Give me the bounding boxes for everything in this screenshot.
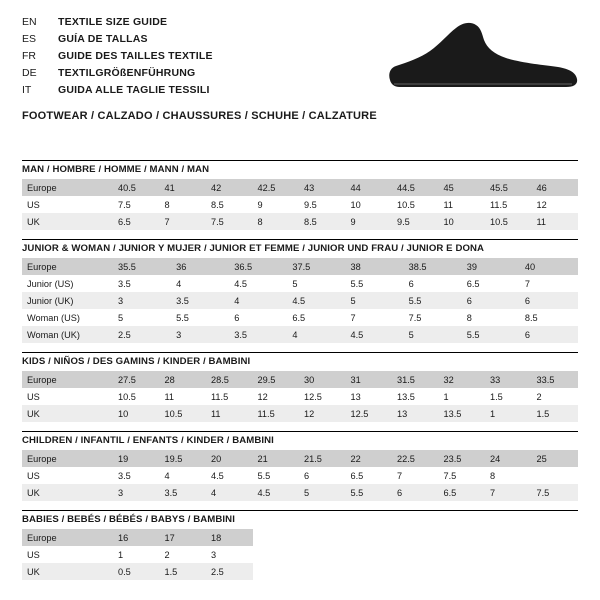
cell: 8 bbox=[253, 213, 300, 230]
table-row bbox=[22, 405, 578, 422]
cell: 11.5 bbox=[490, 199, 508, 210]
row-label: UK bbox=[22, 563, 113, 580]
cell: 7.5 bbox=[408, 312, 422, 323]
cell: 41 bbox=[160, 179, 207, 196]
cell: 5.5 bbox=[462, 326, 520, 343]
cell: 31.5 bbox=[392, 371, 439, 388]
cell: 22 bbox=[346, 450, 393, 467]
row-label: Junior (US) bbox=[27, 278, 74, 289]
table-row bbox=[22, 179, 578, 196]
cell bbox=[532, 529, 579, 546]
cell: 11 bbox=[443, 199, 454, 210]
cell: 9.5 bbox=[304, 199, 317, 210]
cell: 6 bbox=[520, 292, 578, 309]
cell bbox=[253, 529, 300, 546]
row-label: US bbox=[27, 549, 40, 560]
cell: 40 bbox=[520, 258, 578, 275]
cell: 6 bbox=[408, 278, 414, 289]
table-row bbox=[22, 326, 578, 343]
cell: 3.5 bbox=[160, 484, 207, 501]
language-title: TEXTILGRÖßENFÜHRUNG bbox=[58, 67, 196, 79]
language-code: ES bbox=[22, 33, 37, 45]
cell: 4 bbox=[287, 326, 345, 343]
cell: 10.5 bbox=[118, 391, 136, 402]
cell: 8.5 bbox=[211, 199, 224, 210]
cell: 6 bbox=[392, 484, 439, 501]
cell: 6 bbox=[234, 312, 240, 323]
cell: 33.5 bbox=[532, 371, 579, 388]
cell: 6 bbox=[520, 326, 578, 343]
cell: 17 bbox=[160, 529, 207, 546]
row-label: UK bbox=[22, 484, 113, 501]
cell: 13.5 bbox=[397, 391, 415, 402]
cell: 16 bbox=[113, 529, 160, 546]
cell: 6 bbox=[462, 292, 520, 309]
row-label: US bbox=[27, 391, 40, 402]
language-title: GUÍA DE TALLAS bbox=[58, 33, 148, 45]
cell: 13 bbox=[392, 405, 439, 422]
language-row bbox=[22, 65, 372, 81]
cell: 1.5 bbox=[532, 405, 579, 422]
cell: 5.5 bbox=[257, 470, 271, 481]
cell bbox=[299, 529, 346, 546]
cell: 28.5 bbox=[206, 371, 253, 388]
cell: 5 bbox=[346, 292, 404, 309]
cell: 42.5 bbox=[253, 179, 300, 196]
cell: 4 bbox=[176, 278, 182, 289]
cell: 3.5 bbox=[118, 278, 131, 289]
cell: 21 bbox=[253, 450, 300, 467]
row-label: Europe bbox=[22, 258, 113, 275]
table-row bbox=[22, 275, 578, 292]
cell: 36 bbox=[171, 258, 229, 275]
cell: 4 bbox=[229, 292, 287, 309]
cell: 12.5 bbox=[346, 405, 393, 422]
table bbox=[22, 179, 578, 230]
cell: 25 bbox=[532, 450, 579, 467]
cell: 8 bbox=[466, 312, 472, 323]
table-title: JUNIOR & WOMAN / JUNIOR Y MUJER / JUNIOR ET FEMME / JUNIOR UND FRAU / JUNIOR E DONA bbox=[22, 239, 578, 258]
table-row bbox=[22, 196, 578, 213]
cell bbox=[346, 563, 393, 580]
cell bbox=[532, 467, 579, 484]
cell: 7.5 bbox=[532, 484, 579, 501]
cell: 4.5 bbox=[253, 484, 300, 501]
cell: 42 bbox=[206, 179, 253, 196]
cell: 39 bbox=[462, 258, 520, 275]
cell: 38.5 bbox=[404, 258, 462, 275]
language-title: TEXTILE SIZE GUIDE bbox=[58, 16, 168, 28]
size-table-kids bbox=[22, 352, 578, 422]
cell bbox=[532, 563, 579, 580]
cell: 10.5 bbox=[160, 405, 207, 422]
table-row bbox=[22, 371, 578, 388]
cell: 13 bbox=[350, 391, 361, 402]
cell: 30 bbox=[299, 371, 346, 388]
cell: 27.5 bbox=[113, 371, 160, 388]
cell: 2 bbox=[536, 391, 542, 402]
cell: 24 bbox=[485, 450, 532, 467]
table-title: BABIES / BEBÉS / BÉBÉS / BABYS / BAMBINI bbox=[22, 510, 578, 529]
table-row bbox=[22, 484, 578, 501]
cell: 7.5 bbox=[443, 470, 457, 481]
cell bbox=[392, 546, 439, 563]
row-label: Europe bbox=[22, 529, 113, 546]
cell: 11 bbox=[532, 213, 579, 230]
table-row bbox=[22, 546, 578, 563]
cell: 1 bbox=[443, 391, 449, 402]
language-row bbox=[22, 14, 372, 30]
cell: 8 bbox=[490, 470, 496, 481]
table-title: MAN / HOMBRE / HOMME / MANN / MAN bbox=[22, 160, 578, 179]
cell: 7 bbox=[524, 278, 530, 289]
cell: 4.5 bbox=[211, 470, 224, 481]
table-row bbox=[22, 213, 578, 230]
cell: 20 bbox=[206, 450, 253, 467]
cell: 2 bbox=[164, 549, 170, 560]
cell: 3 bbox=[113, 292, 171, 309]
cell: 9 bbox=[346, 213, 393, 230]
cell: 8.5 bbox=[524, 312, 538, 323]
cell: 5.5 bbox=[350, 278, 364, 289]
cell: 10 bbox=[113, 405, 160, 422]
cell: 1.5 bbox=[160, 563, 207, 580]
table-row bbox=[22, 388, 578, 405]
cell: 11.5 bbox=[253, 405, 300, 422]
size-table-man bbox=[22, 160, 578, 230]
cell: 19.5 bbox=[160, 450, 207, 467]
cell: 2.5 bbox=[206, 563, 253, 580]
cell bbox=[392, 529, 439, 546]
cell: 45 bbox=[439, 179, 486, 196]
cell: 21.5 bbox=[299, 450, 346, 467]
cell: 6.5 bbox=[466, 278, 480, 289]
footwear-section-heading: FOOTWEAR / CALZADO / CHAUSSURES / SCHUHE / CALZATURE bbox=[22, 110, 377, 122]
table-title: CHILDREN / INFANTIL / ENFANTS / KINDER / BAMBINI bbox=[22, 431, 578, 450]
cell: 10 bbox=[350, 199, 361, 210]
cell bbox=[253, 546, 300, 563]
table-row bbox=[22, 450, 578, 467]
cell: 5 bbox=[404, 326, 462, 343]
cell: 10 bbox=[439, 213, 486, 230]
cell: 35.5 bbox=[113, 258, 171, 275]
row-label: US bbox=[27, 199, 40, 210]
cell: 6.5 bbox=[292, 312, 306, 323]
language-row bbox=[22, 31, 372, 47]
table bbox=[22, 371, 578, 422]
cell: 5.5 bbox=[346, 484, 393, 501]
cell: 10.5 bbox=[485, 213, 532, 230]
cell: 7 bbox=[350, 312, 356, 323]
size-table-junior-woman bbox=[22, 239, 578, 343]
cell: 7.5 bbox=[118, 199, 131, 210]
cell: 19 bbox=[113, 450, 160, 467]
cell: 11 bbox=[206, 405, 253, 422]
cell: 1 bbox=[485, 405, 532, 422]
cell: 12 bbox=[536, 199, 547, 210]
cell: 5.5 bbox=[404, 292, 462, 309]
language-title: GUIDA ALLE TAGLIE TESSILI bbox=[58, 84, 210, 96]
table-row bbox=[22, 529, 578, 546]
row-label: Europe bbox=[22, 179, 113, 196]
cell: 2.5 bbox=[113, 326, 171, 343]
cell: 6.5 bbox=[350, 470, 364, 481]
cell: 10.5 bbox=[397, 199, 415, 210]
cell: 1.5 bbox=[490, 391, 503, 402]
cell: 28 bbox=[160, 371, 207, 388]
cell bbox=[439, 563, 486, 580]
cell: 4 bbox=[164, 470, 170, 481]
cell: 37.5 bbox=[287, 258, 345, 275]
cell: 5 bbox=[299, 484, 346, 501]
table-row bbox=[22, 309, 578, 326]
cell: 45.5 bbox=[485, 179, 532, 196]
cell: 13.5 bbox=[439, 405, 486, 422]
cell: 6.5 bbox=[113, 213, 160, 230]
cell: 44.5 bbox=[392, 179, 439, 196]
table bbox=[22, 258, 578, 343]
cell: 7 bbox=[485, 484, 532, 501]
cell: 38 bbox=[346, 258, 404, 275]
cell: 11 bbox=[164, 391, 175, 402]
cell: 44 bbox=[346, 179, 393, 196]
cell bbox=[299, 546, 346, 563]
cell: 3.5 bbox=[229, 326, 287, 343]
cell: 7.5 bbox=[206, 213, 253, 230]
cell: 43 bbox=[299, 179, 346, 196]
table-title: KIDS / NIÑOS / DES GAMINS / KINDER / BAMBINI bbox=[22, 352, 578, 371]
cell bbox=[439, 546, 486, 563]
language-row bbox=[22, 82, 372, 98]
cell: 4 bbox=[206, 484, 253, 501]
cell: 4.5 bbox=[234, 278, 248, 289]
cell: 3 bbox=[113, 484, 160, 501]
cell: 18 bbox=[206, 529, 253, 546]
table-row bbox=[22, 258, 578, 275]
language-code: DE bbox=[22, 67, 37, 79]
cell: 7 bbox=[160, 213, 207, 230]
language-row bbox=[22, 48, 372, 64]
row-label: US bbox=[27, 470, 40, 481]
size-tables bbox=[22, 160, 578, 589]
row-label: Woman (US) bbox=[27, 312, 80, 323]
table bbox=[22, 529, 578, 580]
cell: 3 bbox=[171, 326, 229, 343]
cell: 46 bbox=[532, 179, 579, 196]
cell: 9 bbox=[257, 199, 263, 210]
cell: 5.5 bbox=[176, 312, 189, 323]
language-code: EN bbox=[22, 16, 37, 28]
cell: 33 bbox=[485, 371, 532, 388]
cell: 12.5 bbox=[304, 391, 322, 402]
row-label: UK bbox=[22, 405, 113, 422]
language-code: IT bbox=[22, 84, 32, 96]
cell bbox=[392, 563, 439, 580]
row-label: Europe bbox=[22, 450, 113, 467]
language-code: FR bbox=[22, 50, 36, 62]
cell: 8.5 bbox=[299, 213, 346, 230]
cell: 40.5 bbox=[113, 179, 160, 196]
cell bbox=[485, 529, 532, 546]
cell: 22.5 bbox=[392, 450, 439, 467]
cell bbox=[346, 529, 393, 546]
cell: 31 bbox=[346, 371, 393, 388]
cell: 12 bbox=[299, 405, 346, 422]
cell: 29.5 bbox=[253, 371, 300, 388]
size-table-children bbox=[22, 431, 578, 501]
cell: 5 bbox=[292, 278, 298, 289]
row-label: Europe bbox=[22, 371, 113, 388]
table-row bbox=[22, 292, 578, 309]
cell: 12 bbox=[257, 391, 268, 402]
cell: 36.5 bbox=[229, 258, 287, 275]
cell bbox=[485, 563, 532, 580]
cell: 0.5 bbox=[113, 563, 160, 580]
dress-shoe-icon bbox=[382, 18, 582, 98]
table bbox=[22, 450, 578, 501]
cell: 4.5 bbox=[346, 326, 404, 343]
size-table-babies bbox=[22, 510, 578, 580]
cell: 7 bbox=[397, 470, 403, 481]
cell: 5 bbox=[118, 312, 124, 323]
cell: 8 bbox=[164, 199, 170, 210]
cell bbox=[532, 546, 579, 563]
cell: 1 bbox=[118, 549, 124, 560]
row-label: Junior (UK) bbox=[22, 292, 113, 309]
cell: 32 bbox=[439, 371, 486, 388]
cell: 3.5 bbox=[171, 292, 229, 309]
cell bbox=[485, 546, 532, 563]
cell: 9.5 bbox=[392, 213, 439, 230]
cell: 6 bbox=[304, 470, 310, 481]
cell: 3.5 bbox=[118, 470, 131, 481]
table-row bbox=[22, 467, 578, 484]
cell: 11.5 bbox=[211, 391, 229, 402]
row-label: UK bbox=[22, 213, 113, 230]
row-label: Woman (UK) bbox=[22, 326, 113, 343]
language-title-block bbox=[22, 14, 372, 99]
cell bbox=[253, 563, 300, 580]
cell: 4.5 bbox=[287, 292, 345, 309]
table-row bbox=[22, 563, 578, 580]
cell bbox=[346, 546, 393, 563]
cell bbox=[299, 563, 346, 580]
language-title: GUIDE DES TAILLES TEXTILE bbox=[58, 50, 213, 62]
cell: 3 bbox=[211, 549, 217, 560]
cell bbox=[439, 529, 486, 546]
cell: 6.5 bbox=[439, 484, 486, 501]
cell: 23.5 bbox=[439, 450, 486, 467]
